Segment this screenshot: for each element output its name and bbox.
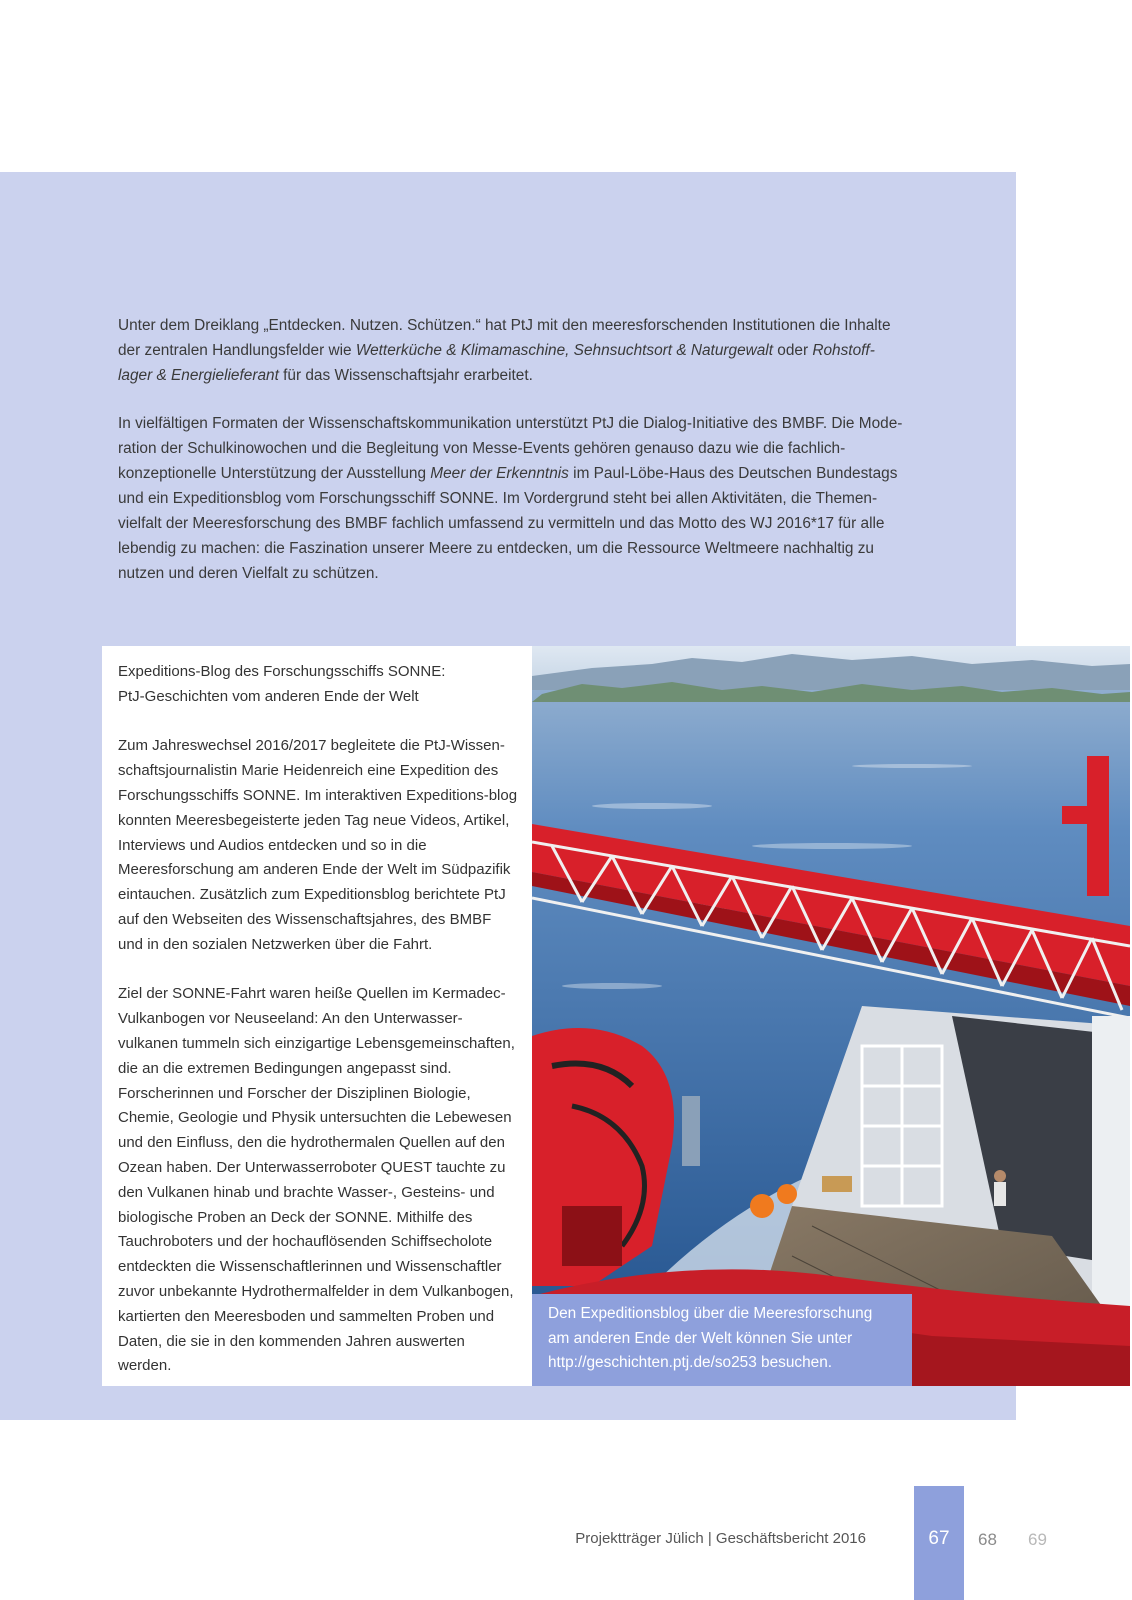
text-segment: Rohstoff-lager & Energielieferant	[118, 342, 875, 384]
page-number-next[interactable]: 68	[978, 1530, 997, 1549]
caption-line1: Den Expeditionsblog über die Meeresforschung	[548, 1305, 873, 1322]
ship-photo	[532, 646, 1130, 1386]
text-segment: Meer der Erkenntnis	[430, 465, 569, 482]
info-box-text	[118, 660, 518, 1404]
caption-link[interactable]: http://geschichten.ptj.de/so253 besuchen.	[548, 1354, 833, 1372]
info-box-title-line1: Expeditions-Blog des Forschungsschiffs SONNE:	[118, 663, 446, 680]
info-box-paragraph-1: Zum Jahreswechsel 2016/2017 begleitete die PtJ-Wissen-schaftsjournalistin Marie Heidenreich eine Expedition des Forschungsschiffs SONNE. Im interaktiven Expeditions-blog konnten Meeresbegeisterte jeden Tag neue Videos, Artikel, Interviews und Audios entdecken und so in die Meeresforschung am anderen Ende der Welt im Südpazifik eintauchen. Zusätzlich zum Expeditionsblog berichtete PtJ auf den Webseiten des Wissenschaftsjahres, des BMBF und in den sozialen Netzwerken über die Fahrt.	[118, 737, 518, 953]
photo-caption	[532, 1294, 912, 1386]
page-number-current: 67	[928, 1528, 950, 1549]
text-segment: für das Wissenschaftsjahr erarbeitet.	[278, 367, 533, 384]
intro-text	[118, 313, 908, 609]
text-segment: Unter dem Dreiklang „Entdecken. Nutzen. Schützen.“ hat PtJ mit den meeresforschenden Institutionen die Inhalte der zentralen Handlungsfelder wie	[118, 317, 891, 359]
intro-paragraph-1	[118, 313, 908, 388]
text-segment: oder	[773, 342, 813, 359]
intro-paragraph-2	[118, 411, 908, 586]
text-segment: Wetterküche & Klimamaschine, Sehnsuchtsort & Naturgewalt	[355, 342, 774, 359]
page-number-next2[interactable]: 69	[1028, 1530, 1047, 1549]
info-box-title-line2: PtJ-Geschichten vom anderen Ende der Welt	[118, 687, 419, 705]
text-segment: In vielfältigen Formaten der Wissenschaftskommunikation unterstützt PtJ die Dialog-Initiative des BMBF. Die Mode-ration der Schulkinowochen und die Begleitung von Messe-Events gehören genauso dazu wie die fachlich-konzeptionelle Unterstützung der Ausstellung	[118, 415, 903, 482]
caption-line2: am anderen Ende der Welt können Sie unter	[548, 1329, 853, 1347]
info-box-title	[118, 660, 518, 710]
footer-publication: Projektträger Jülich | Geschäftsbericht 2016	[575, 1530, 866, 1547]
ship-photo-image	[532, 646, 1130, 1386]
info-box-paragraph-2: Ziel der SONNE-Fahrt waren heiße Quellen im Kermadec-Vulkanbogen vor Neuseeland: An den Unterwasser-vulkanen tummeln sich einzigartige Lebensgemeinschaften, die an die extremen Bedingungen angepasst sind. Forscherinnen und Forscher der Disziplinen Biologie, Chemie, Geologie und Physik untersuchten die Lebewesen und den Einfluss, den die hydrothermalen Quellen auf den Ozean haben. Der Unterwasserroboter QUEST tauchte zu den Vulkanen hinab und brachte Wasser-, Gesteins- und biologische Proben an Deck der SONNE. Mithilfe des Tauchroboters und der hochauflösenden Schiffsecholote entdeckten die Wissenschaftlerinnen und Wissenschaftler zuvor unbekannte Hydrothermalfelder in dem Vulkanbogen, kartierten den Meeresboden und sammelten Proben und Daten, die sie in den kommenden Jahren auswerten werden.	[118, 985, 515, 1375]
text-segment: im Paul-Löbe-Haus des Deutschen Bundestags und ein Expeditionsblog vom Forschungsschiff SONNE. Im Vordergrund steht bei allen Aktivitäten, die Themen-vielfalt der Meeresforschung des BMBF fachlich umfassend zu vermitteln und das Motto des WJ 2016*17 für alle lebendig zu machen: die Faszination unserer Meere zu entdecken, um die Ressource Weltmeere nachhaltig zu nutzen und deren Vielfalt zu schützen.	[118, 465, 898, 582]
